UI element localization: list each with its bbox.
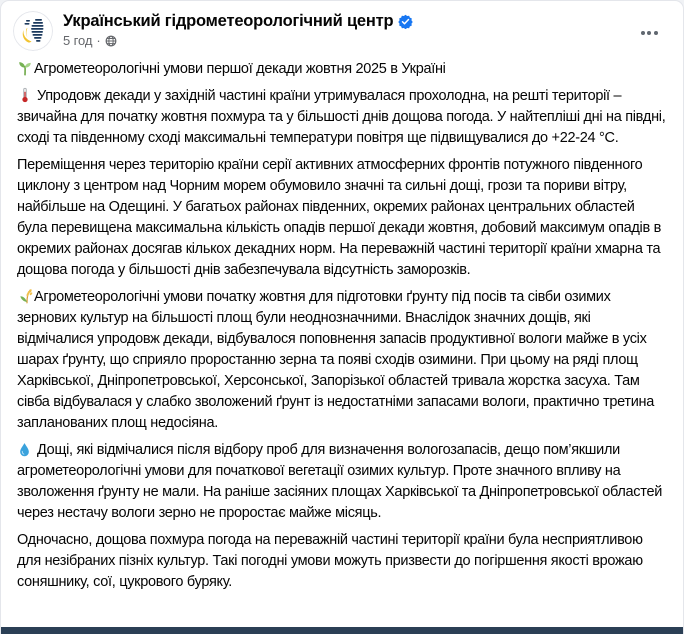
thermometer-emoji-icon — [17, 87, 33, 103]
post-paragraph-cyclone — [17, 155, 667, 281]
post-timestamp[interactable]: 5 год — [63, 33, 93, 48]
paragraph-text: Одночасно, дощова похмура погода на переважній частині території країни була несприятливою для незібраних пізніх культур. Такі погодні умови можуть призвести до погіршення якості врожаю соняшнику, сої, цукрового буряку. — [17, 532, 643, 590]
paragraph-text: Агрометеорологічні умови першої декади жовтня 2025 в Україні — [34, 61, 446, 77]
post-meta-row — [63, 33, 631, 48]
paragraph-text: Агрометеорологічні умови початку жовтня для підготовки ґрунту під посів та сівби озимих зернових культур на більшості площ були неоднозначними. Внаслідок значних дощів, які відмічалися упродовж декади, відбувалося поповнення запасів продуктивної вологи майже в усіх шарах ґрунту, що сприяло проростанню зерна та появі сходів озимини. При цьому на ряді площ Харківської, Дніпропетровської, Херсонської, Запорізької областей тривала жорстка засуха. Там сівба відбувалася у слабко зволожений ґрунт із недостатніми запасами вологи, практично третина запланованих площ недосіяна. — [17, 289, 655, 431]
post-header — [1, 1, 683, 51]
post-paragraph-late-crops — [17, 530, 667, 593]
page-name[interactable]: Український гідрометеорологічний центр — [63, 12, 394, 30]
post-paragraph-soil — [17, 287, 667, 434]
verified-badge-icon — [398, 14, 413, 29]
page-avatar[interactable] — [13, 11, 53, 51]
meta-separator: · — [96, 33, 101, 48]
droplet-emoji-icon — [17, 442, 33, 458]
dot-icon — [647, 31, 651, 35]
paragraph-text: Дощі, які відмічалися після відбору проб для визначення вологозапасів, дещо пом’якшили агрометеорологічні умови для початкової вегетації озимих культур. Проте значного впливу на зволоження ґрунту не мали. На раніше засіяних площах Харківської та Дніпропетровської областей через нестачу вологи зерно не проростає майже місяць. — [17, 442, 663, 521]
post-body — [1, 51, 683, 593]
dot-icon — [654, 31, 658, 35]
post-paragraph-title — [17, 59, 667, 80]
attachment-image-top-edge[interactable] — [1, 627, 683, 634]
post-paragraph-rains — [17, 440, 667, 524]
header-meta — [63, 11, 631, 48]
seedling-emoji-icon — [17, 60, 33, 76]
dot-icon — [641, 31, 645, 35]
wheat-emoji-icon — [17, 288, 33, 304]
paragraph-text: Упродовж декади у західній частині країни утримувалася прохолодна, на решті території – звичайна для початку жовтня похмура та у більшості днів дощова погода. У найтепліші дні на півдні, сході та південному сході максимальні температури повітря ще підвищувалися до +22-24 °С. — [17, 88, 666, 146]
more-options-button[interactable] — [631, 15, 667, 51]
post-paragraph-temperature — [17, 86, 667, 149]
globe-privacy-icon — [105, 35, 117, 47]
paragraph-text: Переміщення через територію країни серії активних атмосферних фронтів потужного південного циклону з центром над Чорним морем обумовило значні та сильні дощі, грози та пориви вітру, найбільше на Одещині. У багатьох районах південних, окремих районах центральних областей була перевищена максимальна кількість опадів першої декади жовтня, добовий максимум опадів в окремих районах досягав кількох декадних норм. На переважній частині території країни хмарна та дощова погода у більшості днів забезпечувала відсутність заморозків. — [17, 157, 662, 278]
hydromet-logo-icon — [13, 11, 53, 51]
